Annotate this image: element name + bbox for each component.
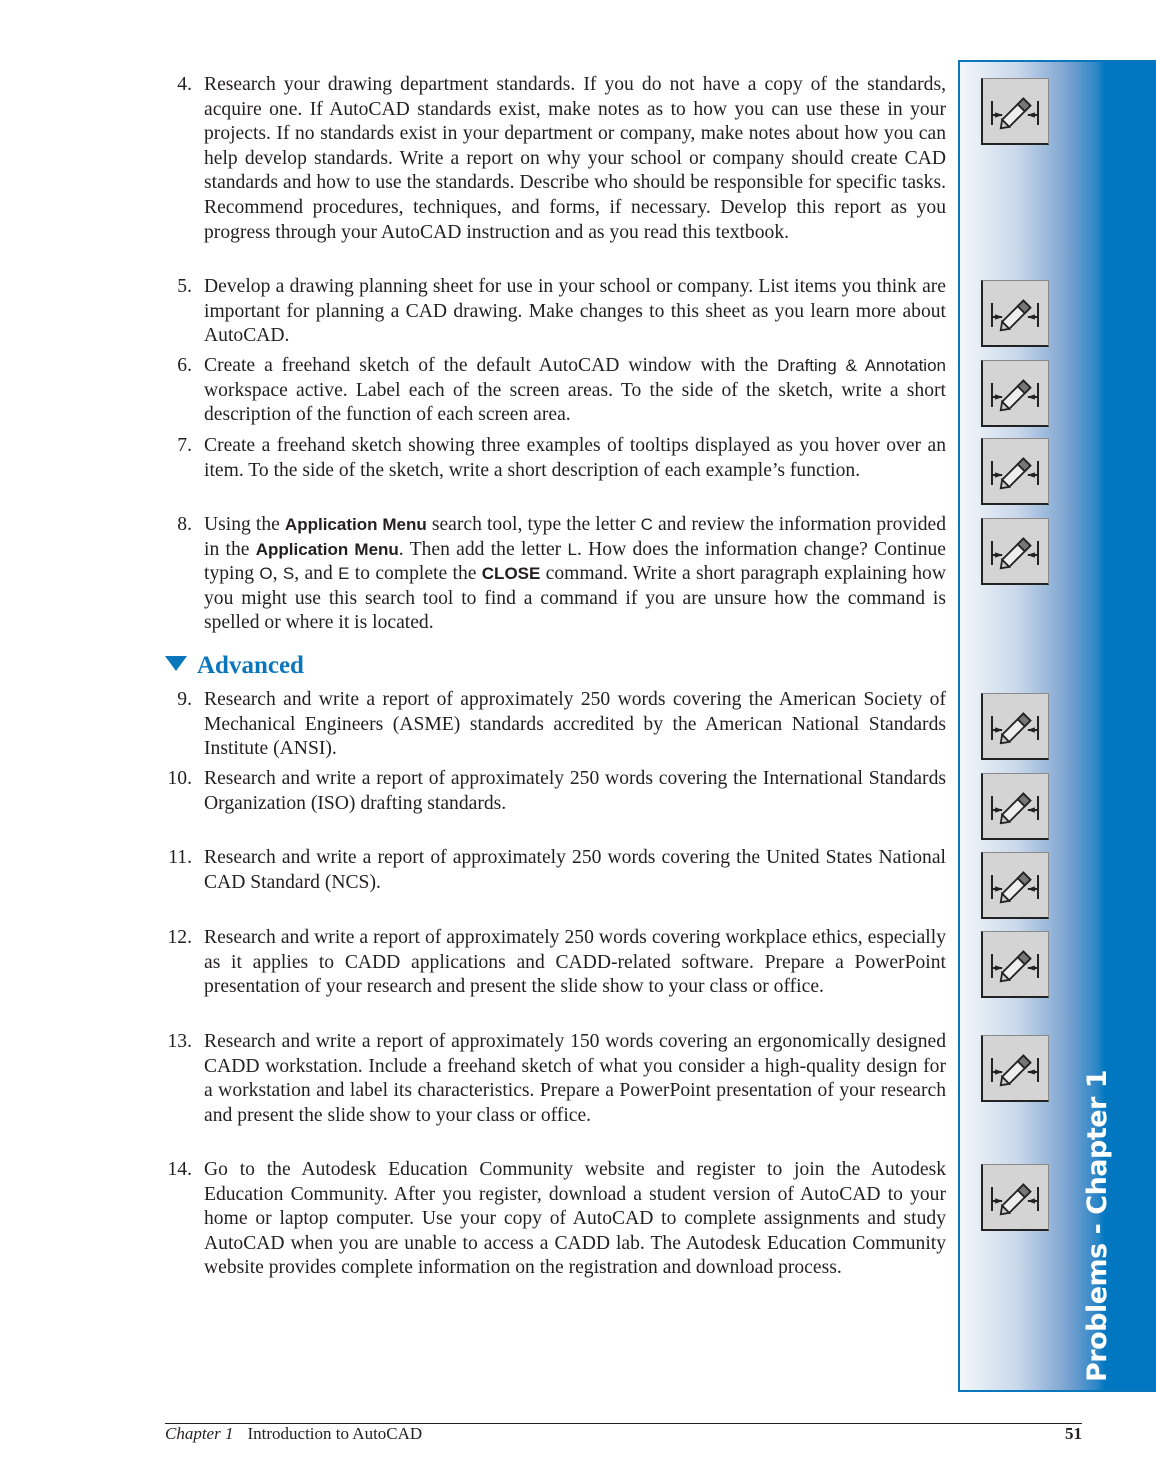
problem-8 xyxy=(165,513,946,636)
problem-4 xyxy=(165,73,946,245)
drafting-pencil-icon xyxy=(981,518,1049,585)
problem-number: 14. xyxy=(167,1159,192,1180)
problem-number: 11. xyxy=(168,847,192,868)
problem-7 xyxy=(165,434,946,483)
drafting-pencil-icon xyxy=(981,852,1049,919)
problem-13 xyxy=(165,1030,946,1128)
problem-text: Go to the Autodesk Education Community website and register to join the Autodesk Education Community. After you register, download a student version of AutoCAD to your home or laptop computer. Use your copy of AutoCAD to complete assignments and study AutoCAD when you are unable to access a CADD lab. The Autodesk Education Community website provides complete information on the registration and download process. xyxy=(204,1159,946,1279)
chapter-label: Chapter 1 xyxy=(165,1424,234,1443)
section-heading-advanced xyxy=(165,652,304,680)
drafting-pencil-icon xyxy=(981,438,1049,505)
problem-number: 5. xyxy=(177,276,192,297)
problem-number: 10. xyxy=(167,768,192,789)
problem-12 xyxy=(165,926,946,1000)
problem-number: 4. xyxy=(177,74,192,95)
problem-text: Research your drawing department standards. If you do not have a copy of the standards, acquire one. If AutoCAD standards exist, make notes as to how you can use these in your projects. If no standards exist in your department or company, make notes about how you can help develop standards. Write a report on why your school or company should create CAD standards and how to use the standards. Describe who should be responsible for specific tasks. Recommend procedures, techniques, and forms, if necessary. Develop this report as you progress through your AutoCAD instruction and as you read this textbook. xyxy=(204,74,946,243)
text: search tool, type the letter xyxy=(426,514,641,535)
drafting-pencil-icon xyxy=(981,78,1049,145)
problem-11 xyxy=(165,846,946,895)
heading-text: Advanced xyxy=(197,652,304,679)
text: Create a freehand sketch of the default AutoCAD window with the xyxy=(204,355,778,376)
page-number: 51 xyxy=(1065,1424,1082,1443)
problem-text: Research and write a report of approximately 250 words covering the International Standards Organization (ISO) drafting standards. xyxy=(204,768,946,814)
text: to complete the xyxy=(349,563,482,585)
problem-text: Research and write a report of approximately 250 words covering workplace ethics, especially as it applies to CADD applications and CADD-related software. Prepare a PowerPoint presentation of your research and present the slide show to your class or office. xyxy=(204,927,946,998)
problem-text: Research and write a report of approximately 250 words covering the American Society of Mechanical Engineers (ASME) standards accredited by the American National Standards Institute (ANSI). xyxy=(204,689,946,760)
problem-number: 12. xyxy=(167,927,192,948)
text: , xyxy=(272,563,283,585)
ui-term: Application Menu xyxy=(284,515,427,534)
problem-text: Develop a drawing planning sheet for use in your school or company. List items you think are important for planning a CAD drawing. Make changes to this sheet as you learn more about AutoCAD. xyxy=(204,276,946,347)
problem-number: 8. xyxy=(177,514,192,535)
key: E xyxy=(338,564,350,584)
problem-text: Research and write a report of approximately 250 words covering the United States National CAD Standard (NCS). xyxy=(204,847,946,893)
problem-number: 6. xyxy=(177,355,192,376)
drafting-pencil-icon xyxy=(981,1164,1049,1231)
text: Using the xyxy=(204,514,285,535)
text: command. Write a short paragraph explaining how you might use this search tool to find a command if you are unsure how the command is spelled or where it is located. xyxy=(204,563,946,634)
ui-term: Application Menu xyxy=(255,539,399,559)
problem-6 xyxy=(165,354,946,428)
problem-number: 7. xyxy=(177,435,192,456)
key: C xyxy=(640,515,653,534)
text: , and xyxy=(294,563,339,585)
problem-10 xyxy=(165,767,946,816)
sidebar-title: Problems - Chapter 1 xyxy=(1082,1069,1113,1382)
drafting-pencil-icon xyxy=(981,280,1049,347)
triangle-down-icon xyxy=(165,656,187,671)
drafting-pencil-icon xyxy=(981,1035,1049,1102)
text: workspace active. Label each of the screen areas. To the side of the sketch, write a short description of the function of each screen area. xyxy=(204,379,946,426)
drafting-pencil-icon xyxy=(981,360,1049,427)
chapter-title: Introduction to AutoCAD xyxy=(247,1424,423,1443)
problem-5 xyxy=(165,275,946,349)
drafting-pencil-icon xyxy=(981,773,1049,840)
problem-number: 13. xyxy=(167,1031,192,1052)
command-name: CLOSE xyxy=(481,564,541,584)
chapter-sidebar xyxy=(958,60,1156,1392)
text: and review the information provided in the xyxy=(204,514,947,560)
drafting-pencil-icon xyxy=(981,693,1049,760)
problem-text xyxy=(204,354,946,428)
key: S xyxy=(282,564,295,584)
footer-chapter xyxy=(165,1424,422,1444)
text: . How does the information change? Continue typing xyxy=(204,538,946,585)
problem-text: Research and write a report of approximately 150 words covering an ergonomically designed CADD workstation. Include a freehand sketch of what you consider a high-quality design for a workstation and label its characteristics. Prepare a PowerPoint presentation of your research and present the slide show to your class or office. xyxy=(204,1031,946,1126)
problem-text xyxy=(204,513,946,636)
key: L xyxy=(567,539,577,559)
text: . Then add the letter xyxy=(398,538,568,560)
problem-9 xyxy=(165,688,946,762)
drafting-pencil-icon xyxy=(981,931,1049,998)
problem-text: Create a freehand sketch showing three examples of tooltips displayed as you hover over an item. To the side of the sketch, write a short description of each example’s function. xyxy=(204,435,946,481)
problem-14 xyxy=(165,1158,946,1281)
key: O xyxy=(259,564,273,584)
problem-number: 9. xyxy=(177,689,192,710)
workspace-name: Drafting & Annotation xyxy=(777,356,946,375)
